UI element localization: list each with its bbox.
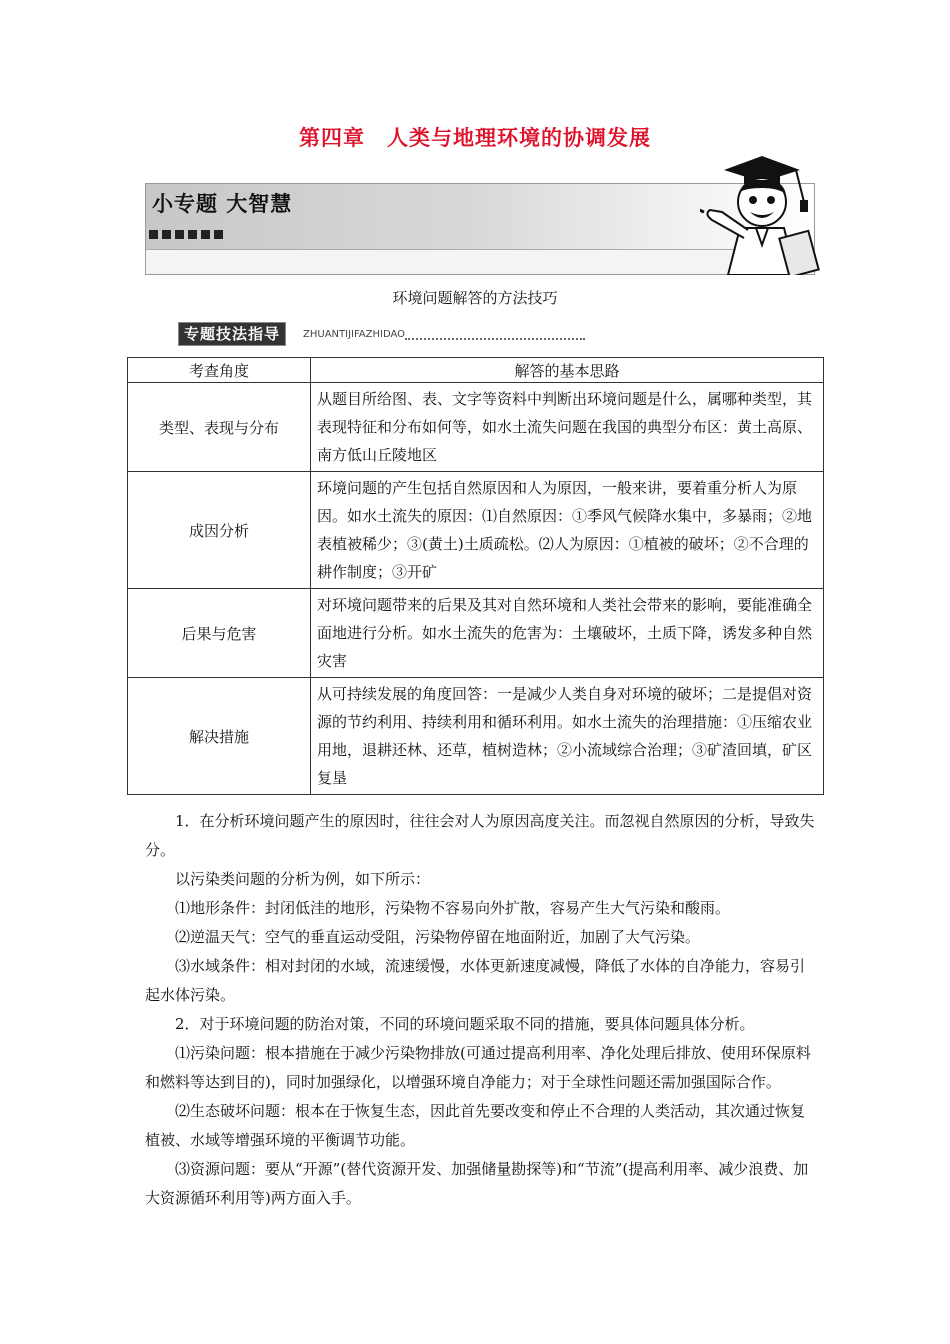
banner-title: 小专题 大智慧: [152, 192, 293, 216]
section-tag-pinyin: ZHUANTIJIFAZHIDAO: [303, 329, 406, 340]
paragraph: ⑴污染问题：根本措施在于减少污染物排放(可通过提高利用率、净化处理后排放、使用环保原料和燃料等达到目的)，同时加强绿化，以增强环境自净能力；对于全球性问题还需加强国际合作。: [145, 1044, 811, 1091]
paragraph: 以污染类问题的分析为例，如下所示：: [175, 870, 431, 888]
row-angle: 类型、表现与分布: [128, 383, 311, 472]
paragraph: ⑵生态破坏问题：根本在于恢复生态，因此首先要改变和停止不合理的人类活动，其次通过恢复植被、水域等增强环境的平衡调节功能。: [145, 1102, 806, 1149]
row-angle: 后果与危害: [128, 589, 311, 678]
table-row: [128, 589, 824, 678]
paragraph: 2．对于环境问题的防治对策，不同的环境问题采取不同的措施，要具体问题具体分析。: [175, 1015, 755, 1033]
paragraph: ⑴地形条件：封闭低洼的地形，污染物不容易向外扩散，容易产生大气污染和酸雨。: [175, 899, 731, 917]
paragraph: ⑶水域条件：相对封闭的水域，流速缓慢，水体更新速度减慢，降低了水体的自净能力，容易引起水体污染。: [145, 957, 806, 1004]
method-table: [127, 357, 824, 795]
body-content: [145, 807, 817, 1213]
table-row: [128, 472, 824, 589]
row-text: 对环境问题带来的后果及其对自然环境和人类社会带来的影响，要能准确全面地进行分析。如水土流失的危害为：土壤破坏，土质下降，诱发多种自然灾害: [311, 589, 824, 678]
paragraph: ⑶资源问题：要从“开源”(替代资源开发、加强储量勘探等)和“节流”(提高利用率、减少浪费、加大资源循环利用等)两方面入手。: [145, 1160, 809, 1207]
graduate-pointing-icon: [700, 150, 825, 275]
row-text: 从题目所给图、表、文字等资料中判断出环境问题是什么，属哪种类型，其表现特征和分布如何等，如水土流失问题在我国的典型分布区：黄土高原、南方低山丘陵地区: [311, 383, 824, 472]
section-tag: 专题技法指导: [178, 322, 286, 346]
table-row: [128, 678, 824, 795]
chapter-title: 第四章 人类与地理环境的协调发展: [299, 126, 651, 150]
paragraph: ⑵逆温天气：空气的垂直运动受阻，污染物停留在地面附近，加剧了大气污染。: [175, 928, 701, 946]
paragraph: 1．在分析环境问题产生的原因时，往往会对人为原因高度关注。而忽视自然原因的分析，导致失分。: [145, 812, 815, 859]
header-approach: 解答的基本思路: [311, 358, 824, 383]
tag-dotted-line: [405, 338, 585, 340]
row-angle: 成因分析: [128, 472, 311, 589]
subtitle: 环境问题解答的方法技巧: [392, 289, 558, 307]
row-angle: 解决措施: [128, 678, 311, 795]
banner-squares: [149, 230, 223, 239]
table-header-row: [128, 358, 824, 383]
row-text: 从可持续发展的角度回答：一是减少人类自身对环境的破坏；二是提倡对资源的节约利用、持续利用和循环利用。如水土流失的治理措施：①压缩农业用地，退耕还林、还草，植树造林；②小流域综合治理；③矿渣回填，矿区复垦: [311, 678, 824, 795]
row-text: 环境问题的产生包括自然原因和人为原因，一般来讲，要着重分析人为原因。如水土流失的原因：⑴自然原因：①季风气候降水集中，多暴雨；②地表植被稀少；③(黄土)土质疏松。⑵人为原因：①植被的破坏；②不合理的耕作制度；③开矿: [311, 472, 824, 589]
table-row: [128, 383, 824, 472]
header-angle: 考查角度: [128, 358, 311, 383]
